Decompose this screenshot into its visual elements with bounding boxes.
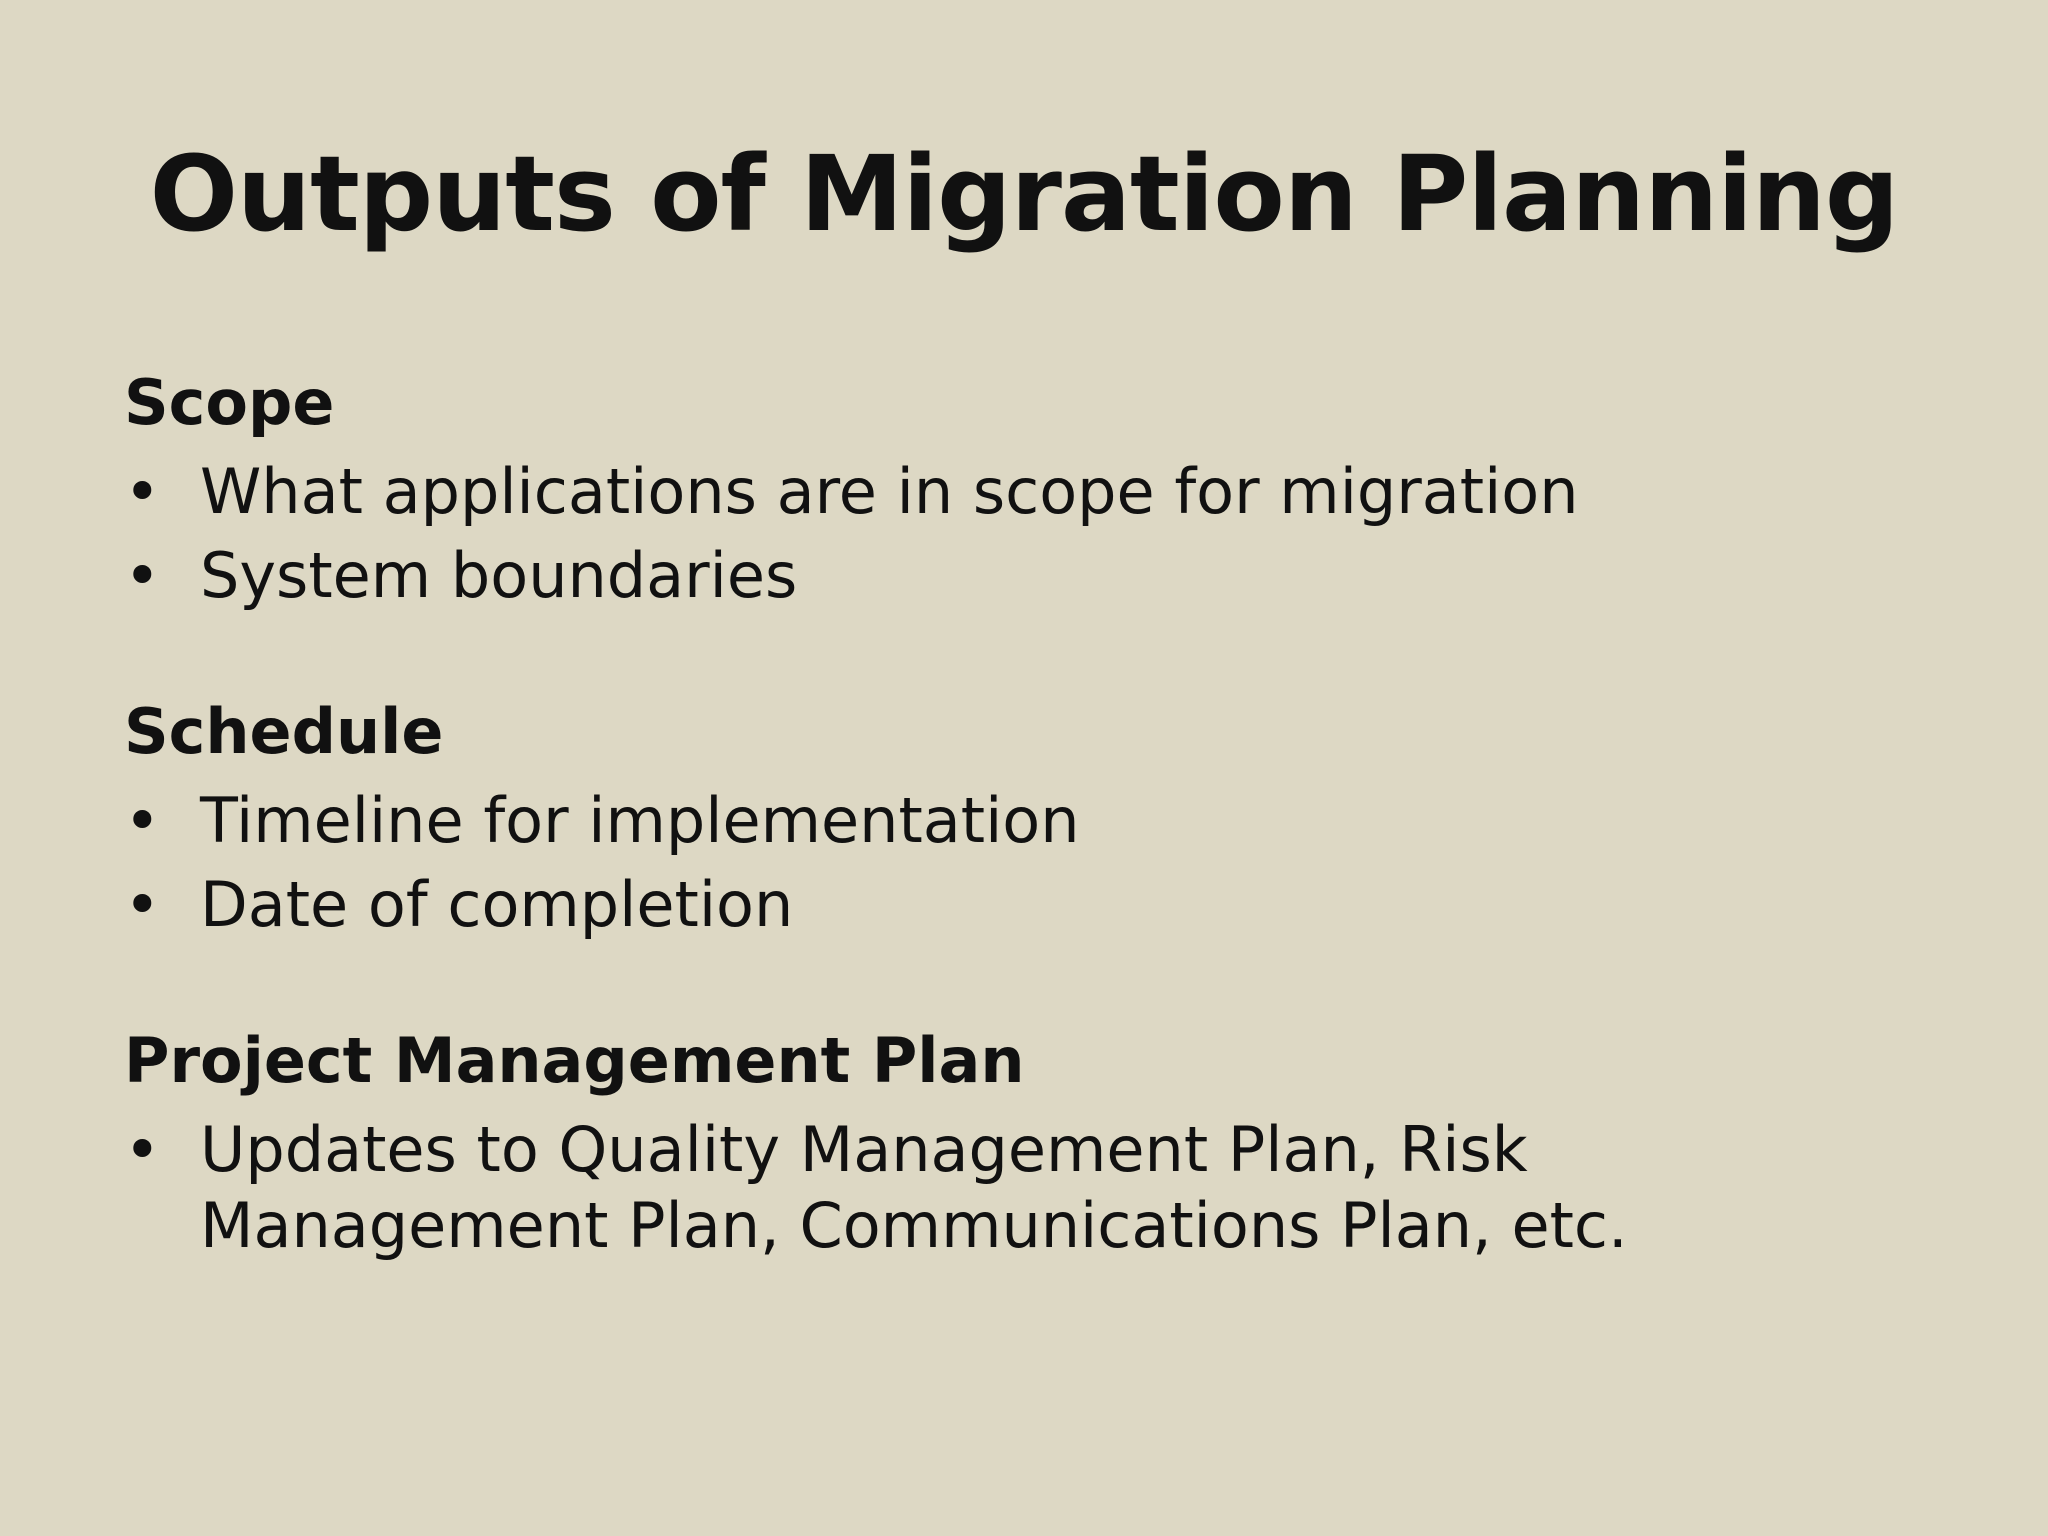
bullet-item [124,783,1720,859]
bullet-item [124,454,1720,530]
section-scope [124,360,1924,614]
bullet-icon: • [124,455,161,528]
slide-content [124,360,1924,1339]
bullet-item [124,867,1720,943]
section-heading: Schedule [124,695,444,768]
bullet-text: Timeline for implementation [200,784,1080,857]
bullet-list [124,783,1924,943]
bullet-icon: • [124,784,161,857]
bullet-text: Updates to Quality Management Plan, Risk Management Plan, Communications Plan, etc. [200,1113,1628,1262]
bullet-text: System boundaries [200,539,798,612]
section-schedule [124,689,1924,943]
bullet-item [124,1112,1720,1264]
slide-title: Outputs of Migration Planning [149,133,1899,255]
section-heading: Scope [124,366,335,439]
bullet-item [124,538,1720,614]
section-heading: Project Management Plan [124,1024,1025,1097]
bullet-list [124,1112,1924,1264]
section-project-management-plan [124,1018,1924,1264]
bullet-icon: • [124,868,161,941]
bullet-icon: • [124,1113,161,1186]
bullet-text: Date of completion [200,868,794,941]
bullet-icon: • [124,539,161,612]
bullet-list [124,454,1924,614]
bullet-text: What applications are in scope for migration [200,455,1579,528]
